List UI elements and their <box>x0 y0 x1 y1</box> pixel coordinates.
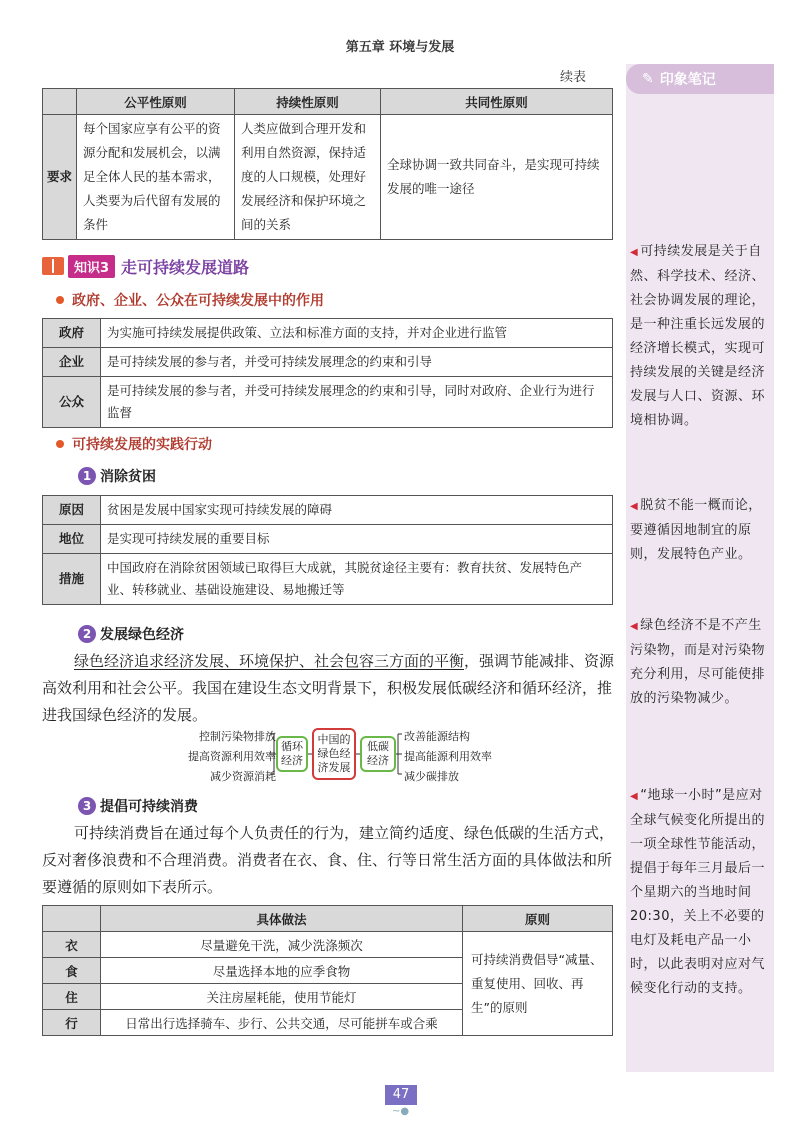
green-economy-paragraph: 绿色经济追求经济发展、环境保护、社会包容三方面的平衡，强调节能减排、资源高效利用和社会公平。我国在建设生态文明背景下，积极发展低碳经济和循环经济，推进我国绿色经济的发展。 <box>42 652 615 724</box>
poverty-table <box>42 495 613 605</box>
table-header-cell: 共同性原则 <box>381 89 613 115</box>
table-row <box>43 115 613 240</box>
bullet-icon <box>56 440 64 448</box>
table-header-cell: 原则 <box>463 906 613 932</box>
principle-cell: 可持续消费倡导“减量、重复使用、回收、再生”的原则 <box>463 932 613 1036</box>
table-cell: 是实现可持续发展的重要目标 <box>101 525 613 554</box>
diagram-label: 减少资源消耗 <box>210 770 276 783</box>
triangle-icon: ◀ <box>630 791 639 802</box>
table-header-row <box>43 906 613 932</box>
sidebar-title: 印象笔记 <box>659 72 716 88</box>
table-row <box>43 348 613 377</box>
table-row <box>43 377 613 428</box>
table-header-cell <box>43 89 77 115</box>
table-cell: 日常出行选择骑车、步行、公共交通，尽可能拼车或合乘 <box>101 1010 463 1036</box>
item-heading: 3 提倡可持续消费 <box>78 796 198 816</box>
triangle-icon: ◀ <box>630 247 639 258</box>
row-label: 食 <box>43 958 101 984</box>
table-cell: 尽量选择本地的应季食物 <box>101 958 463 984</box>
row-label: 住 <box>43 984 101 1010</box>
row-label: 行 <box>43 1010 101 1036</box>
row-label: 政府 <box>43 319 101 348</box>
table-header-row <box>43 89 613 115</box>
item-heading: 2 发展绿色经济 <box>78 624 184 644</box>
table-header-cell: 公平性原则 <box>77 89 235 115</box>
table-cell: 全球协调一致共同奋斗，是实现可持续发展的唯一途径 <box>381 115 613 240</box>
principles-table <box>42 88 613 240</box>
book-icon <box>42 257 64 275</box>
item-heading: 1 消除贫困 <box>78 466 156 486</box>
circular-economy-box: 循环经济 <box>276 736 308 772</box>
bird-icon: ✎ <box>642 71 654 87</box>
page-number: 47 <box>385 1085 417 1105</box>
number-badge: 3 <box>78 797 96 815</box>
diagram-label: 减少碳排放 <box>404 770 459 783</box>
table-cell: 是可持续发展的参与者，并受可持续发展理念的约束和引导，同时对政府、企业行为进行监督 <box>101 377 613 428</box>
chapter-title: 第五章 环境与发展 <box>345 40 455 55</box>
consumption-paragraph: 可持续消费旨在通过每个人负责任的行为，建立简约适度、绿色低碳的生活方式，反对奢侈浪费和不合理消费。消费者在衣、食、住、行等日常生活方面的具体做法和所要遵循的原则如下表所示。 <box>42 824 615 896</box>
section-title: 走可持续发展道路 <box>121 257 250 277</box>
table-cell: 贫困是发展中国家实现可持续发展的障碍 <box>101 496 613 525</box>
row-label: 衣 <box>43 932 101 958</box>
low-carbon-economy-box: 低碳经济 <box>360 736 396 772</box>
row-label: 措施 <box>43 554 101 605</box>
table-cell: 中国政府在消除贫困领域已取得巨大成就，其脱贫途径主要有：教育扶贫、发展特色产业、转移就业、基础设施建设、易地搬迁等 <box>101 554 613 605</box>
diagram-label: 提高资源利用效率 <box>188 750 276 763</box>
consumption-table <box>42 905 613 1036</box>
row-label: 原因 <box>43 496 101 525</box>
table-row <box>43 932 613 958</box>
diagram-label: 提高能源利用效率 <box>404 750 492 763</box>
table-header-cell: 持续性原则 <box>235 89 381 115</box>
table-cell: 尽量避免干洗，减少洗涤频次 <box>101 932 463 958</box>
center-box: 中国的绿色经济发展 <box>312 728 356 780</box>
sidebar-note: ◀ 绿色经济不是不产生污染物，而是对污染物充分利用，尽可能使排放的污染物减少。 <box>630 618 766 706</box>
page-decoration-icon: ~● <box>392 1106 410 1117</box>
section-heading <box>42 254 249 278</box>
continued-label: 续表 <box>560 70 587 85</box>
table-row <box>43 496 613 525</box>
table-cell: 是可持续发展的参与者，并受可持续发展理念的约束和引导 <box>101 348 613 377</box>
section-tag: 知识3 <box>68 255 115 278</box>
row-label: 公众 <box>43 377 101 428</box>
number-badge: 1 <box>78 467 96 485</box>
row-label: 要求 <box>43 115 77 240</box>
roles-table <box>42 318 613 428</box>
table-header-cell <box>43 906 101 932</box>
sidebar-note: ◀ “地球一小时”是应对全球气候变化所提出的一项全球性节能活动，提倡于每年三月最后一个星期六的当地时间20:30，关上不必要的电灯及耗电产品一小时，以此表明对应对气候变化行动的支持。 <box>630 788 766 996</box>
table-row <box>43 525 613 554</box>
diagram-label: 控制污染物排放 <box>199 730 276 743</box>
sidebar-note: ◀ 脱贫不能一概而论，要遵循因地制宜的原则，发展特色产业。 <box>630 498 762 562</box>
table-cell: 人类应做到合理开发和利用自然资源，保持适度的人口规模，处理好发展经济和保护环境之间的关系 <box>235 115 381 240</box>
table-cell: 每个国家应享有公平的资源分配和发展机会，以满足全体人民的基本需求，人类要为后代留有发展的条件 <box>77 115 235 240</box>
table-header-cell: 具体做法 <box>101 906 463 932</box>
table-cell: 关注房屋耗能，使用节能灯 <box>101 984 463 1010</box>
subsection-heading: 政府、企业、公众在可持续发展中的作用 <box>56 290 324 310</box>
row-label: 企业 <box>43 348 101 377</box>
green-economy-diagram <box>160 726 540 786</box>
table-cell: 为实施可持续发展提供政策、立法和标准方面的支持，并对企业进行监管 <box>101 319 613 348</box>
sidebar-note: ◀ 可持续发展是关于自然、科学技术、经济、社会协调发展的理论，是一种注重长远发展的经济增长模式，实现可持续发展的关键是经济发展与人口、资源、环境相协调。 <box>630 244 766 428</box>
subsection-heading: 可持续发展的实践行动 <box>56 434 212 454</box>
row-label: 地位 <box>43 525 101 554</box>
number-badge: 2 <box>78 625 96 643</box>
underlined-text: 绿色经济追求经济发展、环境保护、社会包容三方面的平衡 <box>74 652 465 670</box>
triangle-icon: ◀ <box>630 621 639 632</box>
table-row <box>43 319 613 348</box>
diagram-label: 改善能源结构 <box>404 730 470 743</box>
sidebar-header <box>626 64 774 94</box>
triangle-icon: ◀ <box>630 501 639 512</box>
bullet-icon <box>56 296 64 304</box>
table-row <box>43 554 613 605</box>
